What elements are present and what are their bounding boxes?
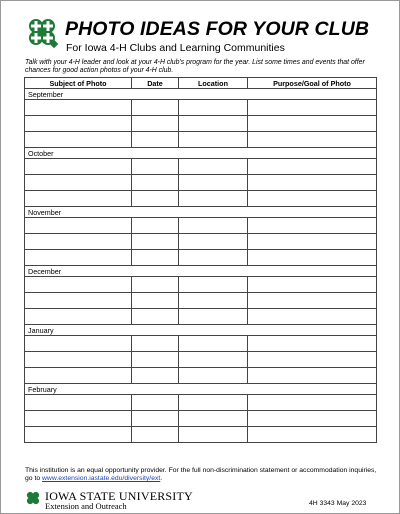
4h-clover-icon (25, 15, 59, 49)
blank-cell[interactable] (179, 132, 248, 148)
blank-cell[interactable] (25, 234, 132, 250)
blank-cell[interactable] (248, 309, 377, 325)
blank-cell[interactable] (179, 191, 248, 207)
blank-cell[interactable] (132, 116, 179, 132)
blank-cell[interactable] (132, 293, 179, 309)
blank-cell[interactable] (248, 336, 377, 352)
blank-cell[interactable] (179, 293, 248, 309)
blank-cell[interactable] (248, 159, 377, 175)
blank-cell[interactable] (248, 293, 377, 309)
blank-cell[interactable] (248, 100, 377, 116)
table-row (25, 159, 377, 175)
month-row (25, 89, 377, 100)
table-row (25, 368, 377, 384)
blank-cell[interactable] (132, 395, 179, 411)
blank-cell[interactable] (25, 277, 132, 293)
blank-cell[interactable] (132, 191, 179, 207)
university-name: IOWA STATE UNIVERSITY (45, 489, 193, 503)
blank-cell[interactable] (25, 116, 132, 132)
blank-cell[interactable] (25, 293, 132, 309)
isu-logo (25, 488, 205, 510)
table-row (25, 218, 377, 234)
blank-cell[interactable] (25, 309, 132, 325)
blank-cell[interactable] (25, 336, 132, 352)
table-row (25, 277, 377, 293)
table-row (25, 309, 377, 325)
table-row (25, 100, 377, 116)
page-title: PHOTO IDEAS FOR YOUR CLUB (65, 18, 370, 40)
extension-name: Extension and Outreach (45, 501, 127, 511)
table-row (25, 175, 377, 191)
month-row (25, 207, 377, 218)
blank-cell[interactable] (132, 352, 179, 368)
table-row (25, 427, 377, 443)
blank-cell[interactable] (25, 132, 132, 148)
table-row (25, 234, 377, 250)
blank-cell[interactable] (179, 250, 248, 266)
blank-cell[interactable] (248, 411, 377, 427)
blank-cell[interactable] (25, 427, 132, 443)
photo-ideas-table (24, 77, 377, 443)
equal-opportunity-statement (25, 467, 379, 484)
blank-cell[interactable] (248, 368, 377, 384)
table-row (25, 293, 377, 309)
month-label: October (25, 148, 377, 159)
blank-cell[interactable] (132, 277, 179, 293)
header-purpose: Purpose/Goal of Photo (248, 78, 377, 89)
header (25, 15, 385, 57)
table-row (25, 116, 377, 132)
header-location: Location (179, 78, 248, 89)
blank-cell[interactable] (179, 411, 248, 427)
blank-cell[interactable] (248, 427, 377, 443)
blank-cell[interactable] (179, 218, 248, 234)
header-date: Date (132, 78, 179, 89)
blank-cell[interactable] (179, 100, 248, 116)
blank-cell[interactable] (132, 427, 179, 443)
blank-cell[interactable] (25, 411, 132, 427)
blank-cell[interactable] (179, 352, 248, 368)
header-subject: Subject of Photo (25, 78, 132, 89)
blank-cell[interactable] (248, 116, 377, 132)
blank-cell[interactable] (248, 352, 377, 368)
blank-cell[interactable] (132, 175, 179, 191)
blank-cell[interactable] (179, 175, 248, 191)
blank-cell[interactable] (25, 352, 132, 368)
table-row (25, 411, 377, 427)
blank-cell[interactable] (132, 411, 179, 427)
month-label: November (25, 207, 377, 218)
table-row (25, 336, 377, 352)
blank-cell[interactable] (179, 368, 248, 384)
blank-cell[interactable] (179, 159, 248, 175)
blank-cell[interactable] (132, 218, 179, 234)
blank-cell[interactable] (132, 100, 179, 116)
blank-cell[interactable] (25, 175, 132, 191)
blank-cell[interactable] (248, 234, 377, 250)
blank-cell[interactable] (25, 218, 132, 234)
blank-cell[interactable] (248, 218, 377, 234)
table-row (25, 395, 377, 411)
blank-cell[interactable] (25, 395, 132, 411)
blank-cell[interactable] (248, 277, 377, 293)
statement-end: . (160, 475, 163, 483)
4h-clover-small-icon (25, 490, 41, 506)
blank-cell[interactable] (132, 368, 179, 384)
blank-cell[interactable] (132, 159, 179, 175)
blank-cell[interactable] (248, 132, 377, 148)
blank-cell[interactable] (248, 395, 377, 411)
blank-cell[interactable] (132, 250, 179, 266)
page-subtitle: For Iowa 4-H Clubs and Learning Communities (66, 42, 285, 54)
statement-text: This institution is an equal opportunity provider. For the full non-discrimination statement or accommodation inquiries, go to (25, 467, 377, 483)
blank-cell[interactable] (179, 336, 248, 352)
blank-cell[interactable] (179, 427, 248, 443)
blank-cell[interactable] (179, 234, 248, 250)
blank-cell[interactable] (132, 132, 179, 148)
month-label: September (25, 89, 377, 100)
month-row (25, 266, 377, 277)
blank-cell[interactable] (179, 309, 248, 325)
blank-cell[interactable] (132, 336, 179, 352)
month-row (25, 384, 377, 395)
table-row (25, 191, 377, 207)
blank-cell[interactable] (248, 175, 377, 191)
month-row (25, 148, 377, 159)
blank-cell[interactable] (25, 368, 132, 384)
table-body (25, 89, 377, 443)
blank-cell[interactable] (25, 250, 132, 266)
table-header-row (25, 78, 377, 89)
blank-cell[interactable] (25, 100, 132, 116)
blank-cell[interactable] (179, 277, 248, 293)
blank-cell[interactable] (179, 116, 248, 132)
month-label: December (25, 266, 377, 277)
blank-cell[interactable] (132, 234, 179, 250)
blank-cell[interactable] (248, 250, 377, 266)
blank-cell[interactable] (25, 159, 132, 175)
table-row (25, 250, 377, 266)
blank-cell[interactable] (25, 191, 132, 207)
table-row (25, 132, 377, 148)
month-row (25, 325, 377, 336)
blank-cell[interactable] (132, 309, 179, 325)
month-label: February (25, 384, 377, 395)
month-label: January (25, 325, 377, 336)
blank-cell[interactable] (179, 395, 248, 411)
publication-code: 4H 3343 May 2023 (309, 500, 367, 507)
intro-text: Talk with your 4-H leader and look at your 4-H club's program for the year. List some times and events that offer chances for good action photos of your 4-H club. (25, 59, 365, 75)
table-row (25, 352, 377, 368)
blank-cell[interactable] (248, 191, 377, 207)
diversity-link[interactable]: www.extension.iastate.edu/diversity/ext (42, 475, 161, 483)
